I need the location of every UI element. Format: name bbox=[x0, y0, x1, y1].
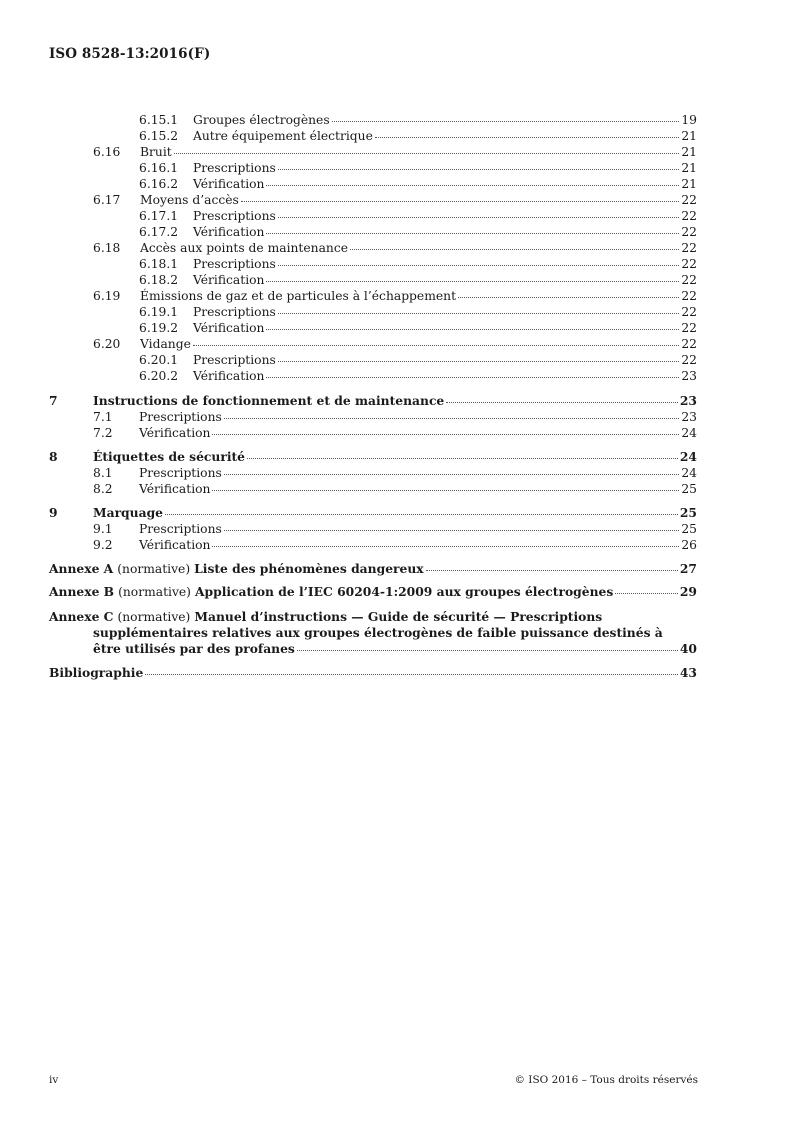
toc-entry-6-19-1[interactable] bbox=[139, 304, 697, 320]
toc-entry-6-20[interactable] bbox=[93, 336, 697, 352]
toc-entry-7-1[interactable] bbox=[93, 409, 697, 425]
toc-leader-dots bbox=[297, 650, 678, 651]
toc-entry-number: 7.1 bbox=[93, 410, 113, 424]
toc-entry-6-17-1[interactable] bbox=[139, 208, 697, 224]
annex-kind: (normative) bbox=[117, 610, 191, 624]
toc-entry-number: 6.17.2 bbox=[139, 225, 179, 239]
toc-entry-6-15-1[interactable] bbox=[139, 112, 697, 128]
toc-entry-title: Vérification bbox=[193, 273, 265, 287]
toc-entry-page: 25 bbox=[681, 522, 697, 536]
toc-entry-number: 6.18 bbox=[93, 241, 121, 255]
toc-entry-page: 19 bbox=[681, 113, 697, 127]
toc-leader-dots bbox=[332, 121, 680, 122]
toc-entry-number: 6.19.2 bbox=[139, 321, 179, 335]
toc-entry-title: Liste des phénomènes dangereux bbox=[194, 561, 424, 576]
toc-leader-dots bbox=[241, 201, 680, 202]
toc-entry-page: 21 bbox=[681, 161, 697, 175]
annex-label: Annexe A bbox=[49, 561, 114, 576]
toc-entry-title: Vérification bbox=[139, 426, 211, 440]
toc-entry-8[interactable] bbox=[49, 449, 697, 465]
toc-entry-title: Moyens d’accès bbox=[140, 193, 239, 207]
toc-entry-title: Bibliographie bbox=[49, 665, 144, 680]
toc-entry-title: Émissions de gaz et de particules à l’échappement bbox=[140, 289, 457, 303]
toc-entry-number: 6.16 bbox=[93, 145, 121, 159]
toc-entry-title: Manuel d’instructions — Guide de sécurité — Prescriptions bbox=[194, 609, 603, 624]
toc-entry-page: 23 bbox=[681, 369, 697, 383]
toc-entry-9[interactable] bbox=[49, 505, 697, 521]
toc-entry-title: être utilisés par des profanes bbox=[93, 641, 295, 656]
annex-kind: (normative) bbox=[117, 562, 191, 576]
toc-entry-page: 22 bbox=[681, 353, 697, 367]
annex-kind: (normative) bbox=[118, 585, 191, 599]
toc-entry-page: 22 bbox=[681, 273, 697, 287]
toc-leader-dots bbox=[266, 281, 679, 282]
toc-leader-dots bbox=[266, 185, 679, 186]
toc-leader-dots bbox=[426, 570, 678, 571]
toc-entry-number: 8 bbox=[49, 449, 58, 464]
toc-entry-title: Groupes électrogènes bbox=[193, 113, 330, 127]
toc-leader-dots bbox=[145, 674, 678, 675]
toc-entry-page: 24 bbox=[681, 466, 697, 480]
toc-entry-annex-c-last-line[interactable] bbox=[93, 641, 697, 657]
toc-entry-number: 8.1 bbox=[93, 466, 113, 480]
toc-leader-dots bbox=[446, 402, 678, 403]
toc-entry-number: 6.20.1 bbox=[139, 353, 179, 367]
footer-page-number: iv bbox=[49, 1074, 59, 1086]
toc-entry-page: 26 bbox=[681, 538, 697, 552]
toc-entry-9-2[interactable] bbox=[93, 537, 697, 553]
toc-entry-page: 23 bbox=[679, 393, 697, 408]
toc-entry-6-18-1[interactable] bbox=[139, 256, 697, 272]
toc-entry-page: 29 bbox=[679, 584, 697, 599]
toc-entry-page: 22 bbox=[681, 257, 697, 271]
toc-entry-page: 21 bbox=[681, 145, 697, 159]
toc-entry-title: Prescriptions bbox=[139, 410, 222, 424]
toc-entry-6-17-2[interactable] bbox=[139, 224, 697, 240]
toc-entry-page: 22 bbox=[681, 305, 697, 319]
toc-entry-title: Application de l’IEC 60204-1:2009 aux groupes électrogènes bbox=[194, 584, 614, 599]
toc-entry-title: Bruit bbox=[140, 145, 172, 159]
toc-entry-number: 6.19 bbox=[93, 289, 121, 303]
toc-entry-8-1[interactable] bbox=[93, 465, 697, 481]
toc-entry-page: 22 bbox=[681, 241, 697, 255]
toc-entry-number: 7.2 bbox=[93, 426, 113, 440]
toc-entry-6-18[interactable] bbox=[93, 240, 697, 256]
toc-entry-6-15-2[interactable] bbox=[139, 128, 697, 144]
toc-entry-6-16[interactable] bbox=[93, 144, 697, 160]
toc-entry-title: Autre équipement électrique bbox=[193, 129, 373, 143]
toc-entry-page: 21 bbox=[681, 177, 697, 191]
toc-entry-title: Vérification bbox=[193, 321, 265, 335]
annex-label: Annexe C bbox=[49, 609, 114, 624]
toc-entry-page: 21 bbox=[681, 129, 697, 143]
toc-entry-page: 25 bbox=[679, 505, 697, 520]
toc-entry-page: 40 bbox=[679, 641, 697, 656]
toc-leader-dots bbox=[278, 265, 680, 266]
annex-label: Annexe B bbox=[49, 584, 115, 599]
toc-entry-number: 6.20.2 bbox=[139, 369, 179, 383]
toc-entry-page: 22 bbox=[681, 193, 697, 207]
toc-entry-number: 8.2 bbox=[93, 482, 113, 496]
toc-entry-page: 43 bbox=[679, 665, 697, 680]
footer-copyright: © ISO 2016 – Tous droits réservés bbox=[514, 1074, 698, 1086]
toc-entry-title: Vérification bbox=[139, 538, 211, 552]
toc-entry-number: 6.15.2 bbox=[139, 129, 179, 143]
toc-entry-title: Vérification bbox=[193, 177, 265, 191]
toc-leader-dots bbox=[165, 514, 678, 515]
toc-entry-6-17[interactable] bbox=[93, 192, 697, 208]
toc-entry-7[interactable] bbox=[49, 393, 697, 409]
toc-leader-dots bbox=[375, 137, 679, 138]
toc-entry-title: Prescriptions bbox=[139, 466, 222, 480]
toc-entry-annex-c-continuation: supplémentaires relatives aux groupes électrogènes de faible puissance destinés à bbox=[93, 625, 663, 640]
toc-entry-page: 22 bbox=[681, 321, 697, 335]
toc-leader-dots bbox=[224, 418, 680, 419]
toc-entry-page: 25 bbox=[681, 482, 697, 496]
toc-entry-number: 9 bbox=[49, 505, 58, 520]
toc-entry-page: 22 bbox=[681, 209, 697, 223]
toc-entry-number: 6.17 bbox=[93, 193, 121, 207]
toc-leader-dots bbox=[224, 530, 680, 531]
toc-leader-dots bbox=[212, 434, 679, 435]
toc-entry-6-18-2[interactable] bbox=[139, 272, 697, 288]
toc-entry-title: Instructions de fonctionnement et de maintenance bbox=[93, 393, 445, 408]
toc-entry-title: Accès aux points de maintenance bbox=[140, 241, 348, 255]
toc-entry-6-20-1[interactable] bbox=[139, 352, 697, 368]
toc-leader-dots bbox=[278, 313, 680, 314]
toc-entry-annex-b[interactable] bbox=[49, 584, 697, 600]
toc-entry-page: 22 bbox=[681, 225, 697, 239]
toc-leader-dots bbox=[278, 169, 680, 170]
toc-entry-number: 6.15.1 bbox=[139, 113, 179, 127]
toc-leader-dots bbox=[458, 297, 679, 298]
toc-entry-6-19[interactable] bbox=[93, 288, 697, 304]
toc-entry-page: 27 bbox=[679, 561, 697, 576]
toc-entry-number: 6.16.2 bbox=[139, 177, 179, 191]
toc-entry-6-16-2[interactable] bbox=[139, 176, 697, 192]
toc-leader-dots bbox=[266, 329, 679, 330]
toc-entry-6-16-1[interactable] bbox=[139, 160, 697, 176]
toc-leader-dots bbox=[174, 153, 680, 154]
toc-entry-page: 23 bbox=[681, 410, 697, 424]
toc-entry-title: Prescriptions bbox=[193, 209, 276, 223]
toc-leader-dots bbox=[224, 474, 680, 475]
toc-entry-page: 22 bbox=[681, 337, 697, 351]
toc-leader-dots bbox=[266, 233, 679, 234]
toc-entry-bibliography[interactable] bbox=[49, 665, 697, 681]
toc-entry-number: 6.19.1 bbox=[139, 305, 179, 319]
toc-entry-title: Vérification bbox=[139, 482, 211, 496]
toc-entry-number: 6.20 bbox=[93, 337, 121, 351]
toc-entry-8-2[interactable] bbox=[93, 481, 697, 497]
toc-entry-page: 22 bbox=[681, 289, 697, 303]
toc-leader-dots bbox=[193, 345, 679, 346]
toc-entry-title: Vérification bbox=[193, 225, 265, 239]
toc-entry-annex-c[interactable] bbox=[49, 609, 697, 625]
toc-leader-dots bbox=[615, 593, 678, 594]
toc-entry-title: Vérification bbox=[193, 369, 265, 383]
toc-entry-page: 24 bbox=[681, 426, 697, 440]
toc-leader-dots bbox=[212, 490, 679, 491]
toc-entry-number: 6.18.2 bbox=[139, 273, 179, 287]
toc-leader-dots bbox=[350, 249, 679, 250]
toc-entry-annex-a[interactable] bbox=[49, 561, 697, 577]
toc-entry-number: 6.16.1 bbox=[139, 161, 179, 175]
toc-leader-dots bbox=[247, 458, 678, 459]
toc-entry-6-20-2[interactable] bbox=[139, 368, 697, 384]
toc-entry-title: Prescriptions bbox=[193, 257, 276, 271]
toc-entry-9-1[interactable] bbox=[93, 521, 697, 537]
toc-leader-dots bbox=[278, 217, 680, 218]
toc-leader-dots bbox=[278, 361, 680, 362]
toc-entry-title: Prescriptions bbox=[139, 522, 222, 536]
toc-entry-title: Prescriptions bbox=[193, 161, 276, 175]
toc-entry-number: 6.17.1 bbox=[139, 209, 179, 223]
toc-entry-title: Prescriptions bbox=[193, 353, 276, 367]
document-header: ISO 8528-13:2016(F) bbox=[49, 46, 211, 62]
toc-entry-title: Étiquettes de sécurité bbox=[93, 449, 246, 464]
toc-entry-title: Marquage bbox=[93, 505, 163, 520]
toc-entry-number: 9.2 bbox=[93, 538, 113, 552]
toc-leader-dots bbox=[212, 546, 679, 547]
toc-entry-6-19-2[interactable] bbox=[139, 320, 697, 336]
toc-entry-title: Vidange bbox=[140, 337, 191, 351]
toc-entry-number: 7 bbox=[49, 393, 58, 408]
toc-entry-7-2[interactable] bbox=[93, 425, 697, 441]
toc-entry-number: 9.1 bbox=[93, 522, 113, 536]
toc-leader-dots bbox=[266, 377, 679, 378]
toc-entry-title: Prescriptions bbox=[193, 305, 276, 319]
toc-entry-number: 6.18.1 bbox=[139, 257, 179, 271]
toc-entry-page: 24 bbox=[679, 449, 697, 464]
